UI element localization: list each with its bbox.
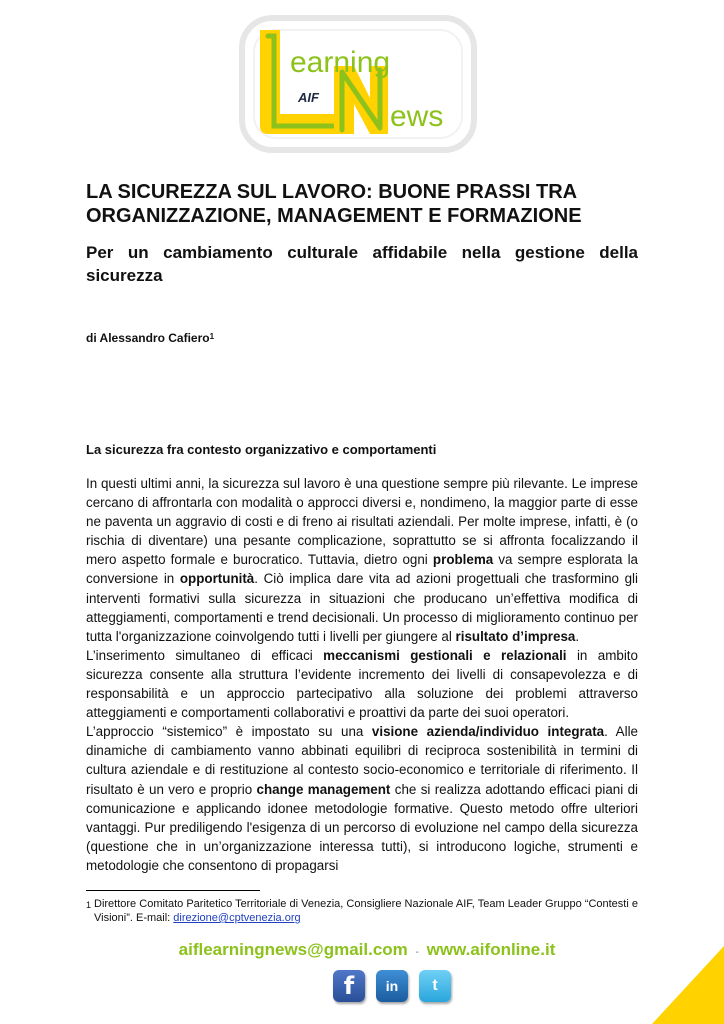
corner-triangle-decoration bbox=[652, 946, 724, 1024]
body-bold-text: change management bbox=[256, 781, 391, 797]
body-text-run: L’approccio “sistemico” è impostato su una bbox=[86, 724, 372, 740]
body-bold-text: meccanismi gestionali e relazionali bbox=[323, 647, 567, 663]
body-text-run: . bbox=[575, 628, 580, 644]
body-text-run: che si realizza adottando efficaci piani di comunicazione e applicando idonee metodologie formative. Questo metodo offre ulteriori vantaggi. Pur prediligendo l'esigenza di un percorso di evoluzione nel campo della sicurezza (questione che in un’organizzazione interessa tutti), si introducono logiche, strumenti e metodologie che consentono di propagarsi bbox=[86, 781, 638, 873]
logo-word-top: earning bbox=[290, 46, 391, 79]
document-subtitle: Per un cambiamento culturale affidabile nella gestione della sicurezza bbox=[86, 243, 638, 285]
body-bold-text: opportunità bbox=[179, 571, 255, 587]
body-bold-text: visione azienda/individuo integrata bbox=[371, 724, 605, 740]
author-name: di Alessandro Cafiero bbox=[86, 331, 210, 345]
logo-brand: AIF bbox=[298, 90, 319, 105]
document-title: LA SICUREZZA SUL LAVORO: BUONE PRASSI TRA ORGANIZZAZIONE, MANAGEMENT E FORMAZIONE bbox=[86, 181, 582, 227]
linkedin-icon[interactable]: in bbox=[376, 970, 408, 1002]
logo-word-bottom: ews bbox=[390, 100, 444, 133]
body-text-run: . Alle dinamiche di cambiamento vanno abbinati equilibri di reciproca sostenibilità in termini di cultura aziendale e di restituzione al contesto socio-economico e territoriale di riferimento. Il risultato è un vero e proprio bbox=[86, 724, 638, 797]
footnote-email-link[interactable]: direzione@cptvenezia.org bbox=[173, 912, 301, 924]
body-text-run: L’inserimento simultaneo di efficaci bbox=[86, 647, 324, 663]
body-bold-text: risultato d’impresa bbox=[455, 628, 576, 644]
twitter-icon[interactable]: t bbox=[419, 970, 451, 1002]
contact-line bbox=[172, 940, 562, 960]
body-text-run: in ambito sicurezza consente alla struttura l’evidente incremento dei livelli di consapevolezza e di responsabilità e un approccio partecipativo alla soluzione dei problemi attraverso atteggiamenti e comportamenti collaborativi e proattivi da parte dei suoi operatori. bbox=[86, 647, 638, 721]
learning-news-logo bbox=[238, 14, 478, 154]
section-heading: La sicurezza fra contesto organizzativo e comportamenti bbox=[86, 442, 437, 457]
author-line bbox=[86, 331, 214, 345]
contact-email[interactable]: aiflearningnews@gmail.com bbox=[178, 940, 408, 959]
contact-website[interactable]: www.aifonline.it bbox=[426, 940, 556, 959]
body-text-run: In questi ultimi anni, la sicurezza sul lavoro è una questione sempre più rilevante. Le imprese cercano di affrontarla con modalità o approcci diversi e, nondimeno, la maggior parte di esse ne paventa un aggravio di costi e di freno ai risultati aziendali. Per molte imprese, infatti, è (o rischia di diventare) una pesante complicazione, soprattutto se si affronta focalizzando il mero aspetto formale e burocratico. Tuttavia, dietro ogni bbox=[86, 476, 638, 568]
body-paragraph bbox=[86, 474, 638, 875]
author-footnote-ref: 1 bbox=[209, 332, 215, 341]
footnote-divider bbox=[86, 890, 260, 891]
footnote-text: Direttore Comitato Paritetico Territoriale di Venezia, Consigliere Nazionale AIF, Team Leader Gruppo “Contesti e Visioni”. E-mail: bbox=[94, 898, 638, 924]
body-text-run: va sempre esplorata la conversione in bbox=[86, 552, 639, 587]
body-text-run: . Ciò implica dare vita ad azioni progettuali che trasformino gli interventi formativi sulla sicurezza in situazioni che producano un’effettiva modifica di atteggiamenti, comportamenti e trend decisionali. Un processo di miglioramento continuo per tutta l'organizzazione coinvolgendo tutti i livelli per giungere al bbox=[86, 571, 638, 644]
contact-separator: - bbox=[415, 947, 419, 958]
footnote-number: 1 bbox=[86, 900, 92, 910]
footnote bbox=[86, 897, 638, 925]
facebook-icon[interactable]: f bbox=[333, 970, 365, 1002]
body-bold-text: problema bbox=[432, 552, 494, 568]
